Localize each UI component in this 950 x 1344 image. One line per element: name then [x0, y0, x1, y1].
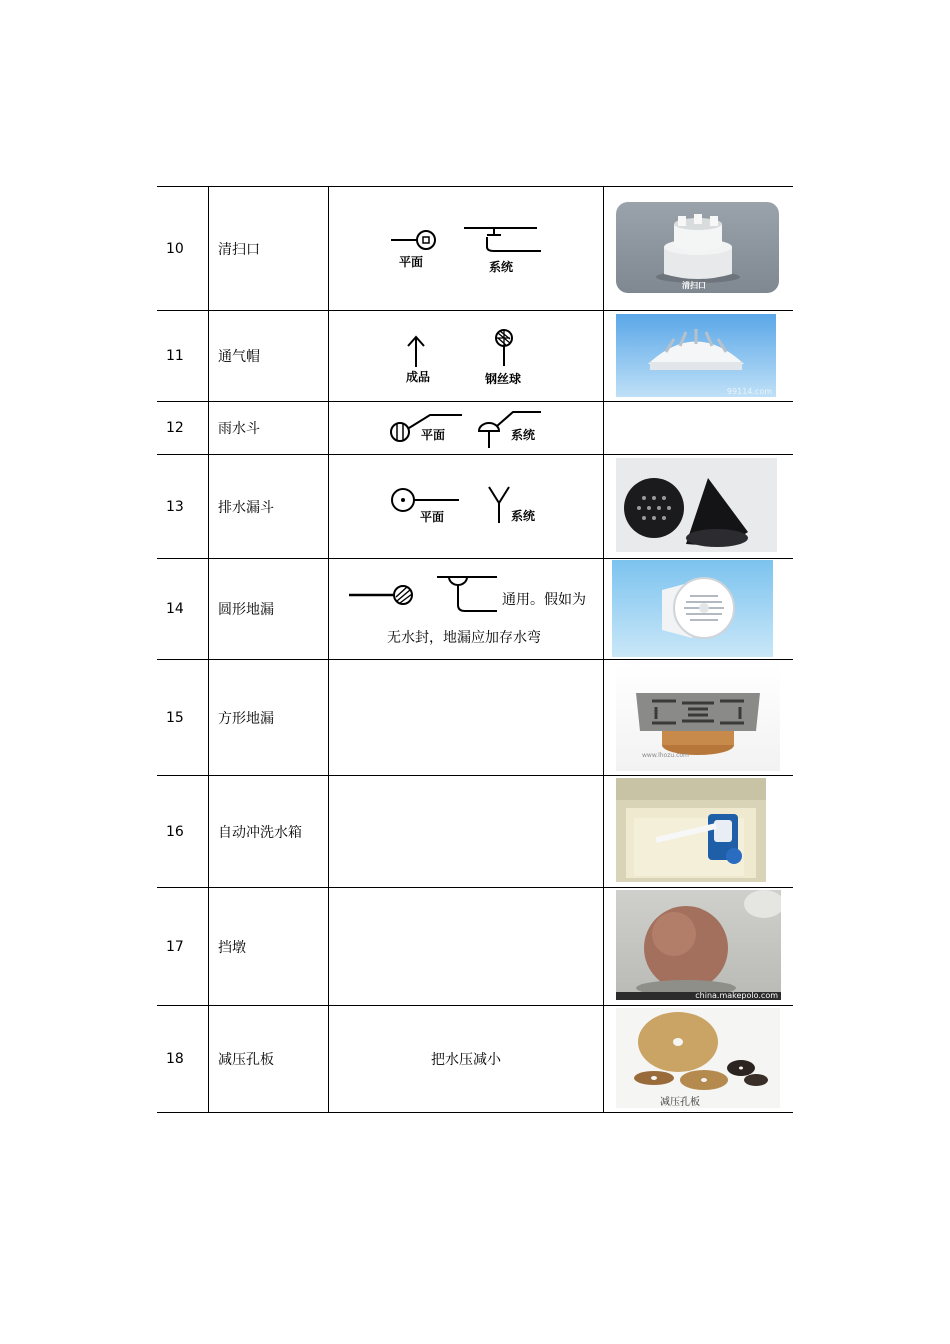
thrust-block-photo [616, 890, 781, 1000]
vent-cap-symbol [329, 311, 604, 402]
row-name: 排水漏斗 [218, 499, 274, 516]
cleanout-symbol [329, 187, 604, 311]
row-name: 挡墩 [218, 939, 246, 956]
finished-label: 成品 [406, 370, 431, 384]
row-number: 13 [166, 498, 184, 515]
plan-label: 平面 [420, 510, 445, 524]
table-row [157, 455, 793, 559]
table-row [157, 776, 793, 888]
table-row [157, 311, 793, 402]
table-row [157, 888, 793, 1006]
row-name: 清扫口 [218, 241, 260, 258]
symbol-cell [329, 311, 604, 401]
photo-caption: 减压孔板 [660, 1097, 700, 1108]
system-label: 系统 [489, 260, 514, 274]
plan-label: 平面 [399, 255, 424, 269]
table-row [157, 660, 793, 776]
table-row [157, 559, 793, 660]
row-name: 方形地漏 [218, 710, 274, 727]
round-floor-drain-photo [612, 560, 773, 657]
row-name: 自动冲洗水箱 [218, 824, 302, 841]
symbol-cell [329, 660, 604, 775]
row-number: 15 [166, 709, 184, 726]
drain-note: 通用。假如为 [502, 592, 586, 608]
row-number: 12 [166, 420, 184, 436]
system-label: 系统 [511, 428, 536, 442]
drain-note: 无水封，地漏应加存水弯 [387, 630, 541, 646]
photo-caption: 99114.com [726, 387, 772, 396]
photo-caption: www.lhozu.com [642, 752, 689, 759]
row-number: 10 [166, 240, 184, 257]
symbol-cell [329, 776, 604, 887]
drain-funnel-photo [616, 458, 777, 552]
row-name: 圆形地漏 [218, 602, 274, 618]
flush-tank-photo [616, 778, 766, 882]
symbol-cell [329, 187, 604, 310]
rain-hopper-symbol [329, 402, 604, 455]
symbol-cell [329, 1006, 604, 1112]
vent-cap-photo [616, 314, 776, 397]
symbol-cell [329, 402, 604, 454]
cleanout-photo [616, 202, 779, 293]
square-floor-drain-photo [616, 663, 780, 771]
row-number: 14 [166, 601, 184, 617]
table-row [157, 187, 793, 311]
system-label: 系统 [511, 509, 536, 523]
row-number: 11 [166, 348, 184, 364]
orifice-plate-note: 把水压减小 [431, 1052, 501, 1068]
legend-table [157, 186, 793, 1113]
symbol-cell [329, 455, 604, 558]
row-name: 雨水斗 [218, 421, 260, 437]
row-number: 17 [166, 938, 184, 955]
symbol-cell [329, 559, 604, 659]
table-row [157, 402, 793, 455]
drain-funnel-symbol [329, 455, 604, 559]
photo-caption: china.makepolo.com [695, 991, 778, 1000]
row-number: 18 [166, 1051, 184, 1067]
photo-caption: 清扫口 [682, 281, 706, 290]
table-row [157, 1006, 793, 1112]
row-name: 减压孔板 [218, 1052, 274, 1068]
steel-ball-label: 钢丝球 [485, 372, 522, 386]
row-number: 16 [166, 823, 184, 840]
row-name: 通气帽 [218, 349, 260, 365]
symbol-cell [329, 888, 604, 1005]
plan-label: 平面 [421, 428, 446, 442]
orifice-plate-photo [616, 1008, 780, 1108]
